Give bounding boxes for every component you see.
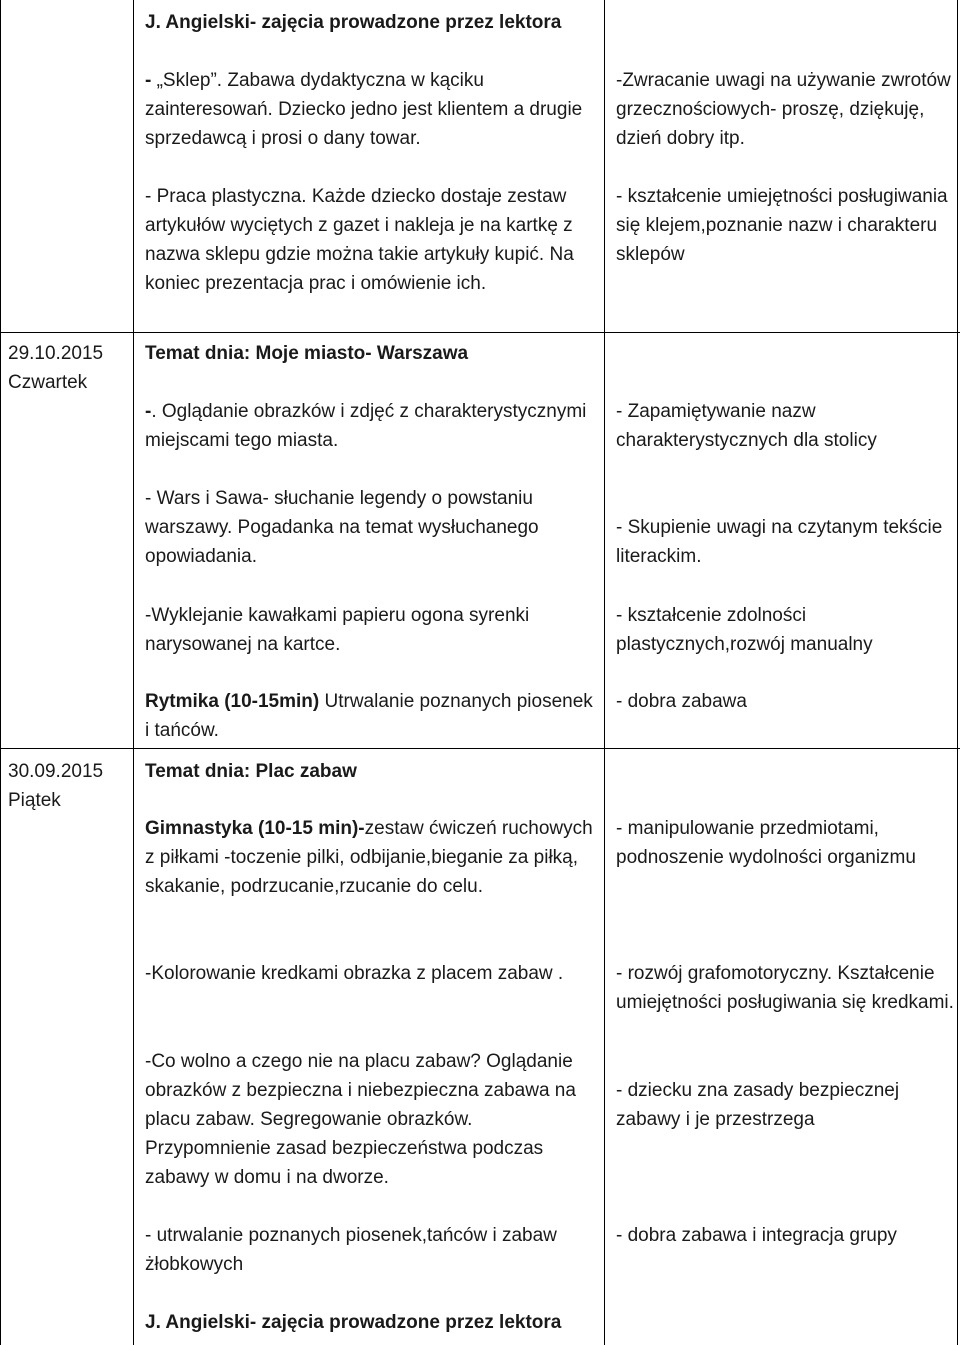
day-topic: Temat dnia: Moje miasto- Warszawa <box>145 343 469 364</box>
day-name: Piątek <box>8 790 61 811</box>
goal-text: - Skupienie uwagi na czytanym tekście literackim. <box>616 517 943 567</box>
day-date: 29.10.2015 <box>8 343 104 364</box>
goal-text: - dobra zabawa <box>616 691 747 712</box>
goal-text: - Zapamiętywanie nazw charakterystycznych dla stolicy <box>616 401 877 451</box>
activity-text: - Praca plastyczna. Każde dziecko dostaje zestaw artykułów wyciętych z gazet i nakleja je na kartkę z nazwa sklepu gdzie można takie artykuły kupić. Na koniec prezentacja prac i omówienie ich. <box>145 186 574 294</box>
activity-text: -Co wolno a czego nie na placu zabaw? Oglądanie obrazków z bezpieczna i niebezpieczna zabawa na placu zabaw. Segregowanie obrazków. Przypomnienie zasad bezpieczeństwa podczas zabawy w domu i na dworze. <box>145 1051 576 1188</box>
activity-text: - „Sklep”. Zabawa dydaktyczna w kąciku zainteresowań. Dziecko jedno jest klientem a drugie sprzedawcą i prosi o dany towar. <box>145 70 583 149</box>
activity-text: - Wars i Sawa- słuchanie legendy o powstaniu warszawy. Pogadanka na temat wysłuchanego opowiadania. <box>145 488 539 567</box>
goal-text: - rozwój grafomotoryczny. Kształcenie umiejętności posługiwania się kredkami. <box>616 963 954 1013</box>
activity-text: -Wyklejanie kawałkami papieru ogona syrenki narysowanej na kartce. <box>145 605 530 655</box>
table-border-left <box>0 0 1 1345</box>
activity-text: Gimnastyka (10-15 min)-zestaw ćwiczeń ruchowych z piłkami -toczenie pilki, odbijanie,bieganie za piłką, skakanie, podrzucanie,rzucanie do celu. <box>145 818 593 897</box>
footer-note: J. Angielski- zajęcia prowadzone przez lektora <box>145 1312 562 1333</box>
table-column-divider <box>133 0 134 1345</box>
day-cell <box>8 339 128 397</box>
table-column-divider <box>604 0 605 1345</box>
goal-text: -Zwracanie uwagi na używanie zwrotów grzecznościowych- proszę, dziękuję, dzień dobry itp. <box>616 70 951 149</box>
table-row-divider <box>0 332 960 333</box>
goal-text: - dobra zabawa i integracja grupy <box>616 1225 897 1246</box>
activity-text: Rytmika (10-15min) Utrwalanie poznanych piosenek i tańców. <box>145 691 593 741</box>
activity-bold: Gimnastyka (10-15 min)- <box>145 818 365 839</box>
header-note: J. Angielski- zajęcia prowadzone przez lektora <box>145 12 562 33</box>
goal-text: - manipulowanie przedmiotami, podnoszenie wydolności organizmu <box>616 818 916 868</box>
activity-bold: - <box>145 70 157 91</box>
table-border-right <box>957 0 958 1345</box>
day-name: Czwartek <box>8 372 88 393</box>
day-cell <box>8 757 128 815</box>
day-topic: Temat dnia: Plac zabaw <box>145 761 357 782</box>
activity-text: - utrwalanie poznanych piosenek,tańców i zabaw żłobkowych <box>145 1225 557 1275</box>
activity-text: -Kolorowanie kredkami obrazka z placem zabaw . <box>145 963 564 984</box>
activity-bold: Rytmika (10-15min) <box>145 691 320 712</box>
goal-text: - kształcenie zdolności plastycznych,rozwój manualny <box>616 605 873 655</box>
activity-bold: - <box>145 401 152 422</box>
day-date: 30.09.2015 <box>8 761 104 782</box>
goal-text: - dziecku zna zasady bezpiecznej zabawy i je przestrzega <box>616 1080 900 1130</box>
table-row-divider <box>0 748 960 749</box>
goal-text: - kształcenie umiejętności posługiwania się klejem,poznanie nazw i charakteru sklepów <box>616 186 948 265</box>
activity-text: -. Oglądanie obrazków i zdjęć z charakterystycznymi miejscami tego miasta. <box>145 401 587 451</box>
